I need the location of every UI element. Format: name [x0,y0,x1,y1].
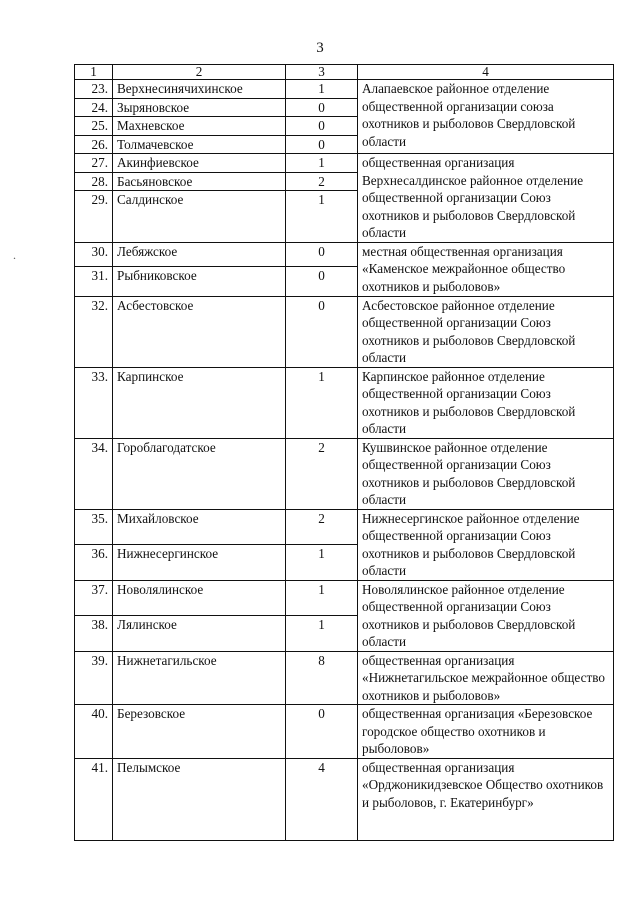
row-number: 41. [75,758,113,840]
table-row [75,242,614,266]
ground-count: 0 [286,296,358,367]
ground-count: 1 [286,367,358,438]
municipality-name: Карпинское [113,367,286,438]
row-number: 37. [75,580,113,616]
row-number: 26. [75,135,113,154]
municipality-name: Лебяжское [113,242,286,266]
organization-cell: местная общественная организация «Каменское межрайонное общество охотников и рыболовов» [358,242,614,296]
ground-count: 0 [286,117,358,136]
municipality-name: Махневское [113,117,286,136]
organization-cell: общественная организация «Нижнетагильское межрайонное общество охотников и рыболовов» [358,651,614,705]
table-row [75,154,614,173]
table-header-row [75,65,614,80]
row-number: 35. [75,509,113,545]
organization-cell: Нижнесергинское районное отделение общественной организации Союз охотников и рыболовов Свердловской области [358,509,614,580]
organization-cell: Алапаевское районное отделение общественной организации союза охотников и рыболовов Свердловской области [358,80,614,154]
row-number: 28. [75,172,113,191]
organization-cell: общественная организация Верхнесалдинское районное отделение общественной организации Союз охотников и рыболовов Свердловской области [358,154,614,243]
margin-mark: . [13,248,16,262]
table-row [75,367,614,438]
column-header-1: 1 [75,65,113,80]
ground-count: 0 [286,98,358,117]
row-number: 40. [75,705,113,759]
row-number: 34. [75,438,113,509]
municipality-name: Пелымское [113,758,286,840]
ground-count: 2 [286,438,358,509]
municipality-name: Березовское [113,705,286,759]
row-number: 25. [75,117,113,136]
table-row [75,296,614,367]
row-number: 33. [75,367,113,438]
table-row [75,580,614,616]
row-number: 32. [75,296,113,367]
hunting-grounds-table [74,64,614,841]
organization-cell: Новолялинское районное отделение общественной организации Союз охотников и рыболовов Свердловской области [358,580,614,651]
ground-count: 0 [286,242,358,266]
ground-count: 1 [286,80,358,99]
ground-count: 4 [286,758,358,840]
organization-cell: общественная организация «Березовское городское общество охотников и рыболовов» [358,705,614,759]
ground-count: 8 [286,651,358,705]
ground-count: 1 [286,154,358,173]
row-number: 36. [75,545,113,581]
organization-cell: общественная организация «Орджоникидзевское Общество охотников и рыболовов, г. Екатеринбург» [358,758,614,840]
municipality-name: Михайловское [113,509,286,545]
municipality-name: Басьяновское [113,172,286,191]
ground-count: 1 [286,580,358,616]
row-number: 38. [75,616,113,652]
column-header-2: 2 [113,65,286,80]
table-row [75,651,614,705]
municipality-name: Нижнесергинское [113,545,286,581]
ground-count: 1 [286,191,358,242]
municipality-name: Новолялинское [113,580,286,616]
ground-count: 0 [286,266,358,296]
table-row [75,705,614,759]
row-number: 23. [75,80,113,99]
ground-count: 0 [286,135,358,154]
organization-cell: Асбестовское районное отделение общественной организации Союз охотников и рыболовов Свердловской области [358,296,614,367]
municipality-name: Лялинское [113,616,286,652]
table-row [75,509,614,545]
municipality-name: Нижнетагильское [113,651,286,705]
ground-count: 1 [286,545,358,581]
row-number: 31. [75,266,113,296]
row-number: 29. [75,191,113,242]
organization-cell: Карпинское районное отделение общественной организации Союз охотников и рыболовов Свердловской области [358,367,614,438]
page-number: 3 [316,40,324,56]
ground-count: 0 [286,705,358,759]
municipality-name: Рыбниковское [113,266,286,296]
row-number: 39. [75,651,113,705]
column-header-4: 4 [358,65,614,80]
row-number: 24. [75,98,113,117]
ground-count: 1 [286,616,358,652]
municipality-name: Салдинское [113,191,286,242]
municipality-name: Верхнесинячихинское [113,80,286,99]
municipality-name: Гороблагодатское [113,438,286,509]
column-header-3: 3 [286,65,358,80]
table-row [75,80,614,99]
municipality-name: Толмачевское [113,135,286,154]
organization-cell: Кушвинское районное отделение общественной организации Союз охотников и рыболовов Свердловской области [358,438,614,509]
table-row [75,758,614,840]
table-row [75,438,614,509]
ground-count: 2 [286,509,358,545]
row-number: 27. [75,154,113,173]
row-number: 30. [75,242,113,266]
municipality-name: Акинфиевское [113,154,286,173]
municipality-name: Асбестовское [113,296,286,367]
ground-count: 2 [286,172,358,191]
municipality-name: Зыряновское [113,98,286,117]
